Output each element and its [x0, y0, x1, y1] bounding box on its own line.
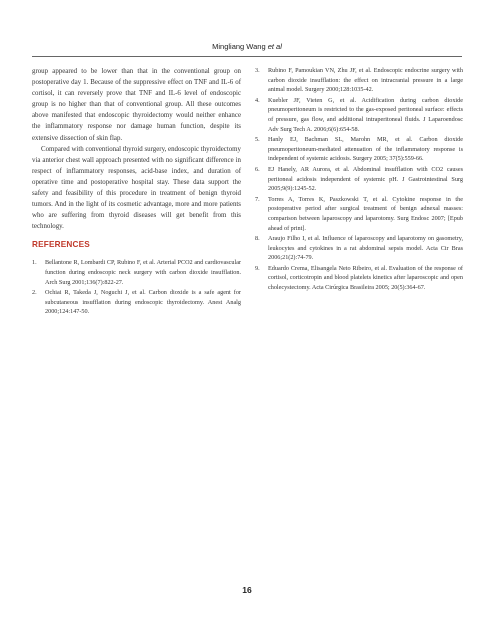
reference-text: Eduardo Crema, Elisangela Neto Ribeiro, et al. Evaluation of the response of cortisol, corticotropin and blood platelets kinetics after laparoscopic and open cholecystectomy. Acta Cirúrgica Brasileira 2005; 20(5):364-67. [268, 264, 463, 292]
header-rule [32, 56, 462, 57]
running-header [0, 42, 494, 51]
reference-item [255, 264, 463, 293]
header-authors: Mingliang Wang [212, 42, 266, 51]
references-list-right [255, 66, 463, 293]
references-heading: REFERENCES [32, 240, 90, 250]
reference-number: 1. [32, 259, 37, 267]
page-number: 16 [242, 585, 252, 595]
reference-item [255, 195, 463, 233]
reference-text: Torres A, Torres K, Paszkowski T, et al. Cytokine response in the postoperative period after surgical treatment of benign adnexal masses: comparison between laparoscopy and laparotomy. Surg Endosc 2007; [Epub ahead of print]. [268, 195, 463, 232]
right-column [255, 66, 463, 294]
body-paragraph-1: group appeared to be lower than that in the conventional group on postoperative day 1. Because of the suppressive effect on TNF and IL-6 of cortisol, it can reversely prove that TNF and IL-6 level of endoscopic group is no higher than that of conventional group. All these outcomes above manifested that endoscopic thyroidectomy would neither enhance the inflammatory response nor damage human function, despite its extensive dissection of skin flap. [32, 68, 241, 142]
body-paragraph-2: Compared with conventional thyroid surgery, endoscopic thyroidectomy via anterior chest wall approach presented with no significant difference in respect of inflammatory responses, acid-base index, and duration of operative time and postoperative hospital stay. These data support the safety and feasibility of this procedure in treatment of benign thyroid tumors. And in the light of its cosmetic advantage, more and more patients who are suffering from thyroid diseases will get benefit from this technology. [32, 145, 241, 231]
reference-item [255, 165, 463, 194]
header-etal: et al [267, 42, 282, 51]
reference-text: EJ Hanely, AR Aurora, et al. Abdominal insufflation with CO2 causes peritoneal acidosis independent of systemic pH. J Gastrointestinal Surg 2005;9(9):1245-52. [268, 165, 463, 193]
references-list-left [32, 258, 241, 317]
reference-number: 6. [255, 165, 260, 173]
reference-text: Kuebler JF, Vieten G, et al. Acidification during carbon dioxide pneumoperitoneum is restricted to the gas-exposed peritoneal surface: effects of pressure, gas flow, and additional intraperitoneal fluids. J Laparoendosc Adv Surg Tech A. 2006;6(6):654-58. [268, 96, 463, 133]
reference-item [255, 234, 463, 263]
left-column [32, 66, 241, 318]
reference-item [32, 288, 241, 317]
reference-text: Araujo Filho I, et al. Influence of laparoscopy and laparotomy on gasometry, leukocytes and cytokines in a rat abdominal sepsis model. Acta Cir Bras 2006;21(2):74-79. [268, 235, 463, 262]
reference-item [255, 96, 463, 134]
reference-number: 9. [255, 264, 260, 272]
reference-number: 2. [32, 289, 37, 297]
reference-text: Rubino F, Pamoukian VN, Zhu JF, et al. Endoscopic endocrine surgery with carbon dioxide insufflation: the effect on intracranial pressure in a large animal model. Surgery 2000;128:1035-42. [268, 67, 463, 94]
reference-text: Ochiai R, Takeda J, Noguchi J, et al. Carbon dioxide is a safe agent for subcutaneous insufflation during endoscopic thyroidectomy. Anest Analg 2000;124:147-50. [45, 289, 241, 316]
reference-item [255, 135, 463, 164]
reference-text: Hanly EJ, Bachman SL, Marohn MR, et al. Carbon dioxide pneumoperitoneum-mediated attenuation of the inflammatory response is independent of systemic acidosis. Surgery 2005; 37(5):559-66. [268, 136, 463, 163]
reference-number: 4. [255, 96, 260, 104]
reference-number: 8. [255, 235, 260, 243]
reference-number: 3. [255, 67, 260, 74]
reference-number: 5. [255, 136, 260, 144]
reference-text: Bellantone R, Lombardi CP, Rubino F, et al. Arterial PCO2 and cardiovascular function during endoscopic neck surgery with carbon dioxide insufflation. Arch Surg 2001;136(7):822-27. [45, 259, 241, 286]
reference-item [255, 66, 463, 95]
reference-item [32, 258, 241, 287]
reference-number: 7. [255, 195, 260, 203]
